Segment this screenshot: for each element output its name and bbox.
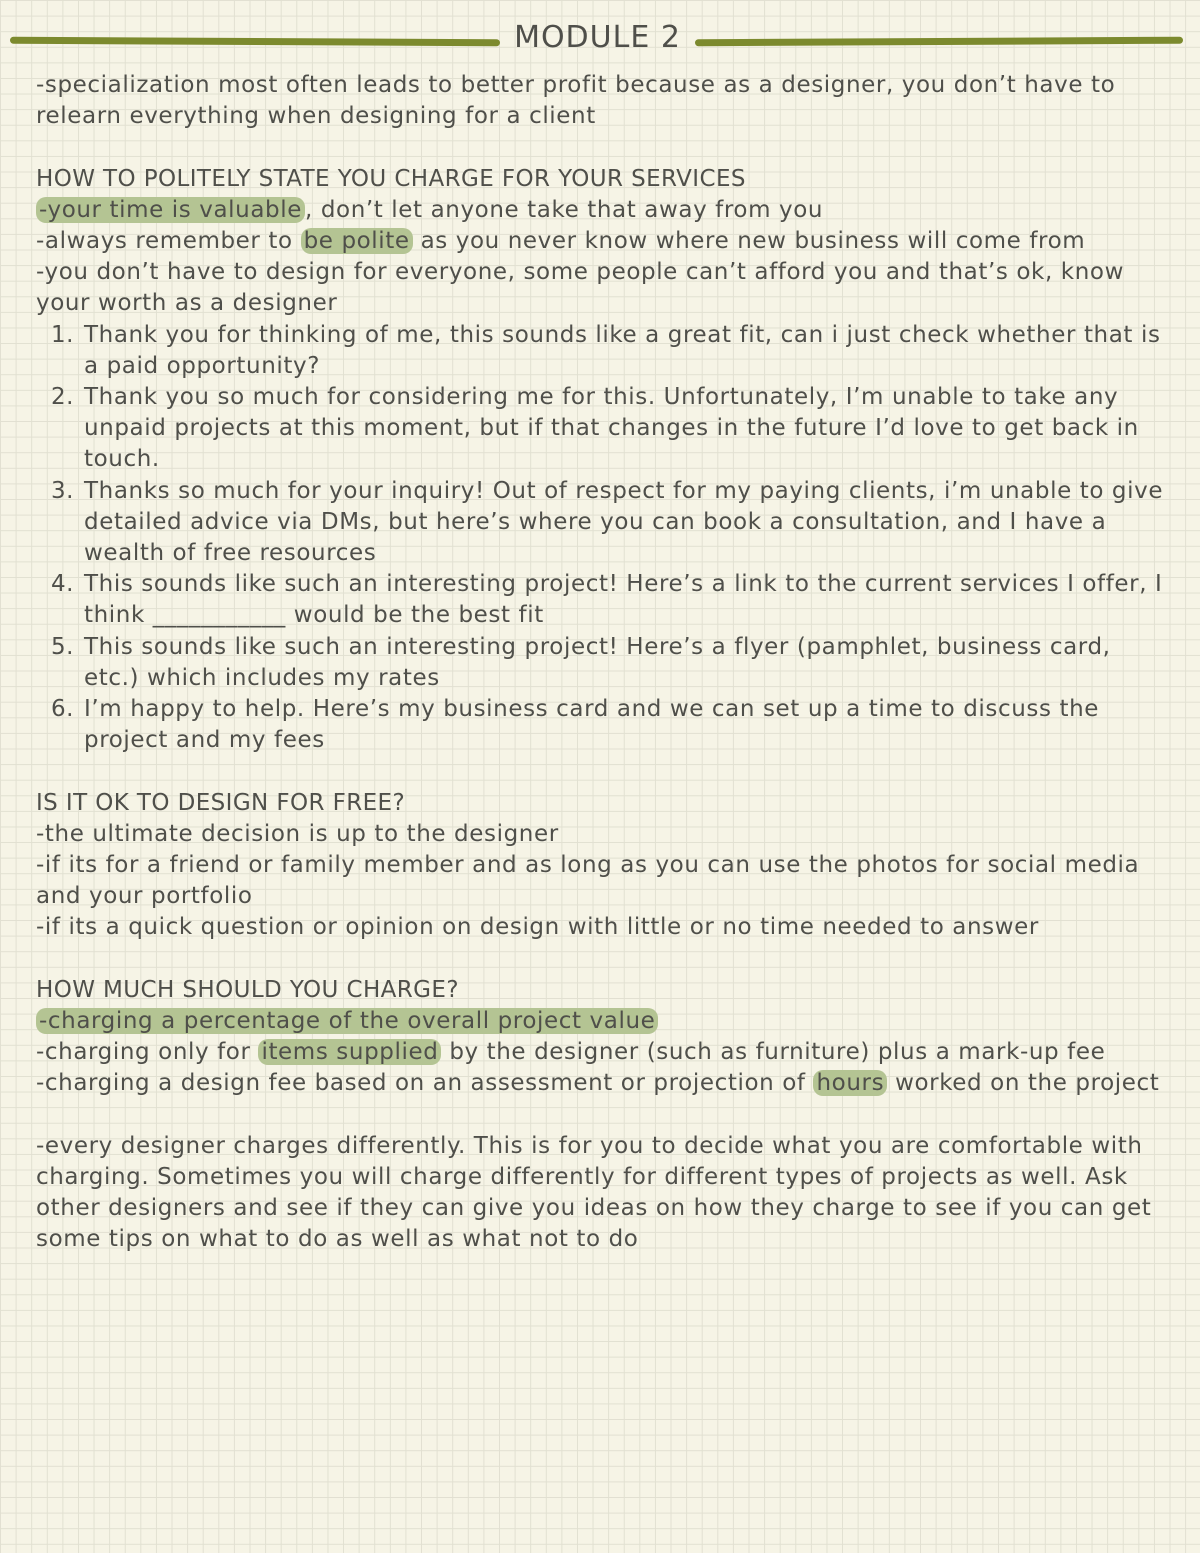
spacer — [36, 756, 1166, 787]
note-line: -if its a quick question or opinion on design with little or no time needed to answer — [36, 914, 1039, 941]
note-text: -always remember to — [36, 228, 301, 254]
spacer — [36, 944, 1166, 975]
note-text: -charging a design fee based on an assessment or projection of — [36, 1070, 814, 1097]
highlight: items supplied — [258, 1039, 441, 1065]
page-title: MODULE 2 — [514, 20, 681, 55]
note-line: -if its for a friend or family member and as long as you can use the photos for social media and your portfolio — [36, 852, 1140, 910]
spacer — [36, 132, 1166, 163]
list-item: 5. This sounds like such an interesting project! Here’s a flyer (pamphlet, business card, etc.) which includes my rates — [82, 632, 1166, 694]
highlight: -your time is valuable — [36, 197, 305, 223]
intro-note: -specialization most often leads to better profit because as a designer, you don’t have to relearn everything when designing for a client — [36, 72, 1116, 130]
note-text: , don’t let anyone take that away from you — [305, 196, 824, 223]
note-text: worked on the project — [887, 1070, 1160, 1097]
closing-note: -every designer charges differently. This is for you to decide what you are comfortable with charging. Sometimes you will charge differently for different types of projects as well. Ask other designers and see if they can give you ideas on how they charge to see if you can get some tips on what to do as well as what not to do — [36, 1132, 1152, 1253]
list-item: 6. I’m happy to help. Here’s my business card and we can set up a time to discuss the project and my fees — [82, 694, 1166, 756]
note-text: -charging only for — [36, 1039, 259, 1066]
section-heading-free: IS IT OK TO DESIGN FOR FREE? — [36, 789, 406, 816]
note-line — [36, 195, 1166, 226]
list-item: 1. Thank you for thinking of me, this sounds like a great fit, can i just check whether that is a paid opportunity? — [82, 320, 1166, 382]
note-line — [36, 226, 1166, 257]
header-rule-right — [695, 37, 1183, 47]
note-line — [36, 1068, 1166, 1099]
note-line — [36, 1037, 1166, 1068]
note-line: -the ultimate decision is up to the designer — [36, 820, 559, 847]
list-item: 4. This sounds like such an interesting project! Here’s a link to the current services I offer, I think ___________ would be the best fit — [82, 569, 1166, 631]
script-list — [36, 320, 1166, 757]
highlight: hours — [813, 1070, 887, 1096]
section-heading-charge: HOW MUCH SHOULD YOU CHARGE? — [36, 976, 459, 1003]
header-rule-left — [10, 37, 500, 47]
page-header — [0, 18, 1200, 64]
section-heading-polite: HOW TO POLITELY STATE YOU CHARGE FOR YOUR SERVICES — [36, 165, 746, 192]
note-text: as you never know where new business will come from — [412, 228, 1086, 254]
highlight: be polite — [301, 228, 413, 254]
note-line — [36, 1006, 1166, 1037]
list-item: 2. Thank you so much for considering me for this. Unfortunately, I’m unable to take any unpaid projects at this moment, but if that changes in the future I’d love to get back in touch. — [82, 382, 1166, 476]
notes-body — [36, 70, 1166, 1256]
spacer — [36, 1100, 1166, 1131]
note-line: -you don’t have to design for everyone, some people can’t afford you and that’s ok, know your worth as a designer — [36, 259, 1124, 317]
highlight: -charging a percentage of the overall project value — [36, 1008, 658, 1034]
list-item: 3. Thanks so much for your inquiry! Out of respect for my paying clients, i’m unable to give detailed advice via DMs, but here’s where you can book a consultation, and I have a wealth of free resources — [82, 476, 1166, 570]
note-text: by the designer (such as furniture) plus a mark-up fee — [441, 1039, 1106, 1066]
